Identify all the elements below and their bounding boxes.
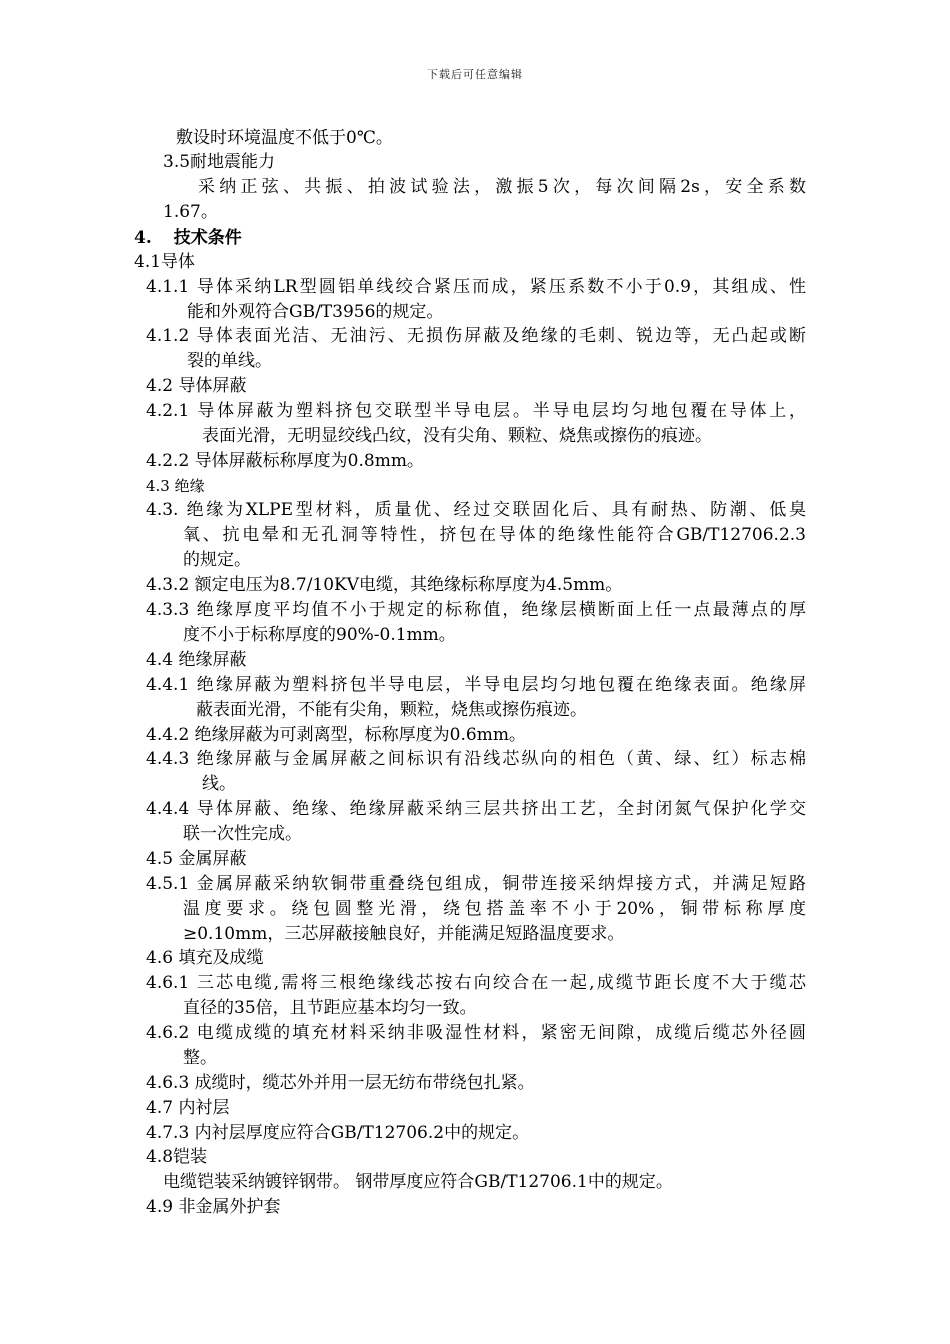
- text-line: 4.3.3 绝缘厚度平均值不小于规定的标称值，绝缘层横断面上任一点最薄点的厚: [146, 600, 806, 620]
- text-line: 4.3.2 额定电压为8.7/10KV电缆，其绝缘标称厚度为4.5mm。: [146, 575, 623, 595]
- text-line: 联一次性完成。: [183, 824, 302, 844]
- text-line: 表面光滑，无明显绞线凸纹，没有尖角、颗粒、烧焦或擦伤的痕迹。: [202, 426, 712, 446]
- text-line: 4.5.1 金属屏蔽采纳软铜带重叠绕包组成，铜带连接采纳焊接方式，并满足短路: [146, 874, 806, 894]
- section-heading: 4.8铠装: [146, 1147, 208, 1167]
- section-heading: 4.3 绝缘: [146, 477, 205, 495]
- text-line: 4.3. 绝缘为XLPE型材料，质量优、经过交联固化后、具有耐热、防潮、低臭: [146, 500, 806, 520]
- section-heading: 4.7 内衬层: [146, 1098, 230, 1118]
- text-line: 4.4.4 导体屏蔽、绝缘、绝缘屏蔽采纳三层共挤出工艺，全封闭氮气保护化学交: [146, 799, 806, 819]
- text-line: 4.4.2 绝缘屏蔽为可剥离型，标称厚度为0.6mm。: [146, 725, 526, 745]
- chapter-heading: [134, 226, 242, 250]
- text-line: 4.4.1 绝缘屏蔽为塑料挤包半导电层，半导电层均匀地包覆在绝缘表面。绝缘屏: [146, 675, 806, 695]
- text-line: 的规定。: [183, 550, 251, 570]
- text-line: ≥0.10mm，三芯屏蔽接触良好，并能满足短路温度要求。: [183, 924, 625, 944]
- section-heading: 4.5 金属屏蔽: [146, 849, 247, 869]
- text-line: 采纳正弦、共振、拍波试验法，激振5次，每次间隔2s，安全系数: [198, 177, 806, 197]
- chapter-title: 技术条件: [173, 228, 242, 248]
- text-line: 度不小于标称厚度的90%-0.1mm。: [183, 625, 456, 645]
- text-line: 线。: [202, 774, 236, 794]
- text-line: 蔽表面光滑，不能有尖角，颗粒，烧焦或擦伤痕迹。: [196, 700, 587, 720]
- text-line: 氧、抗电晕和无孔洞等特性，挤包在导体的绝缘性能符合GB/T12706.2.3: [183, 525, 806, 545]
- text-line: 4.7.3 内衬层厚度应符合GB/T12706.2中的规定。: [146, 1123, 530, 1143]
- text-line: 4.6.3 成缆时，缆芯外并用一层无纺布带绕包扎紧。: [146, 1073, 535, 1093]
- text-line: 4.1.2 导体表面光洁、无油污、无损伤屏蔽及绝缘的毛刺、锐边等，无凸起或断: [146, 326, 806, 346]
- text-line: 裂的单线。: [187, 351, 272, 371]
- text-line: 4.2.1 导体屏蔽为塑料挤包交联型半导电层。半导电层均匀地包覆在导体上，: [146, 401, 806, 421]
- text-line: 4.2.2 导体屏蔽标称厚度为0.8mm。: [146, 451, 424, 471]
- text-line: 能和外观符合GB/T3956的规定。: [187, 302, 444, 322]
- section-heading: 4.9 非金属外护套: [146, 1197, 281, 1217]
- text-line: 4.4.3 绝缘屏蔽与金属屏蔽之间标识有沿线芯纵向的相色（黄、绿、红）标志棉: [146, 749, 806, 769]
- section-heading: 3.5耐地震能力: [163, 152, 276, 172]
- section-heading: 4.4 绝缘屏蔽: [146, 650, 247, 670]
- text-line: 4.6.2 电缆成缆的填充材料采纳非吸湿性材料，紧密无间隙，成缆后缆芯外径圆: [146, 1023, 806, 1043]
- text-line: 直径的35倍，且节距应基本均匀一致。: [183, 998, 477, 1018]
- page-header: 下载后可任意编辑: [427, 68, 523, 81]
- section-heading: 4.2 导体屏蔽: [146, 376, 247, 396]
- chapter-number: 4.: [134, 228, 152, 248]
- section-heading: 4.1导体: [134, 252, 196, 272]
- text-line: 整。: [183, 1048, 217, 1068]
- text-line: 4.1.1 导体采纳LR型圆铝单线绞合紧压而成，紧压系数不小于0.9，其组成、性: [146, 277, 806, 297]
- text-line: 1.67。: [163, 202, 218, 222]
- text-line: 敷设时环境温度不低于0℃。: [176, 128, 393, 148]
- text-line: 温度要求。绕包圆整光滑，绕包搭盖率不小于20%，铜带标称厚度: [183, 899, 806, 919]
- section-heading: 4.6 填充及成缆: [146, 948, 264, 968]
- text-line: 4.6.1 三芯电缆,需将三根绝缘线芯按右向绞合在一起,成缆节距长度不大于缆芯: [146, 973, 806, 993]
- text-line: 电缆铠装采纳镀锌钢带。 钢带厚度应符合GB/T12706.1中的规定。: [163, 1172, 673, 1192]
